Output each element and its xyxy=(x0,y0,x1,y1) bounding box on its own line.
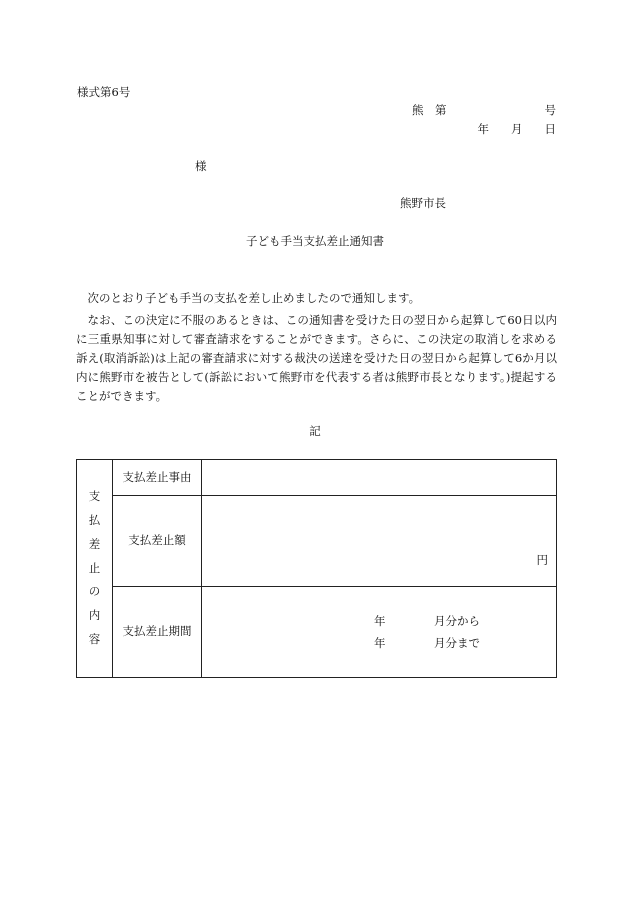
period-to-month: 月分まで xyxy=(434,636,480,650)
amount-value-cell xyxy=(202,496,557,587)
date-line xyxy=(478,123,557,137)
suspension-details-table xyxy=(76,459,557,678)
period-to xyxy=(374,637,480,651)
group-label-char: 止 xyxy=(88,560,101,575)
period-from-year: 年 xyxy=(374,614,386,628)
amount-label: 支払差止額 xyxy=(113,496,202,587)
period-from xyxy=(374,615,480,629)
group-label-char: 支 xyxy=(88,489,101,504)
group-label-cell xyxy=(77,460,113,678)
group-label-char: の xyxy=(88,584,101,599)
reason-label: 支払差止事由 xyxy=(113,460,202,496)
date-day: 日 xyxy=(544,122,556,136)
period-value-cell xyxy=(202,587,557,678)
body-paragraph-2: なお、この決定に不服のあるときは、この通知書を受けた日の翌日から起算して60日以内に三重県知事に対して審査請求をすることができます。さらに、この決定の取消しを求める訴え(取消訴訟)は上記の審査請求に対する裁決の送達を受けた日の翌日から起算して6か月以内に熊野市を被告として(訴訟において熊野市を代表する者は熊野市長となります。)提起することができます。 xyxy=(76,313,557,403)
group-label-char: 差 xyxy=(88,536,101,551)
reference-prefix: 熊 第 xyxy=(412,103,447,117)
table-row-amount xyxy=(77,496,557,587)
period-from-month: 月分から xyxy=(434,614,480,628)
yen-unit: 円 xyxy=(536,553,548,567)
date-month: 月 xyxy=(511,122,523,136)
addressee: 様 xyxy=(195,159,207,173)
body-paragraph-1-text: 次のとおり子ども手当の支払を差し止めましたので通知します。 xyxy=(87,291,421,305)
form-number: 様式第6号 xyxy=(77,85,131,99)
group-label-char: 内 xyxy=(88,608,101,623)
ki-heading: 記 xyxy=(309,424,321,438)
body-paragraph-1 xyxy=(76,292,557,306)
period-label: 支払差止期間 xyxy=(113,587,202,678)
group-label-char: 払 xyxy=(88,513,101,527)
reference-number-line xyxy=(412,104,556,118)
reason-value xyxy=(202,460,557,496)
document-title: 子ども手当支払差止通知書 xyxy=(246,234,384,248)
group-label-char: 容 xyxy=(88,631,101,646)
period-to-year: 年 xyxy=(374,636,386,650)
issuer: 熊野市長 xyxy=(400,196,446,210)
reference-suffix: 号 xyxy=(544,103,556,117)
table-row-reason xyxy=(77,460,557,496)
table-row-period xyxy=(77,587,557,678)
date-year: 年 xyxy=(477,122,489,136)
